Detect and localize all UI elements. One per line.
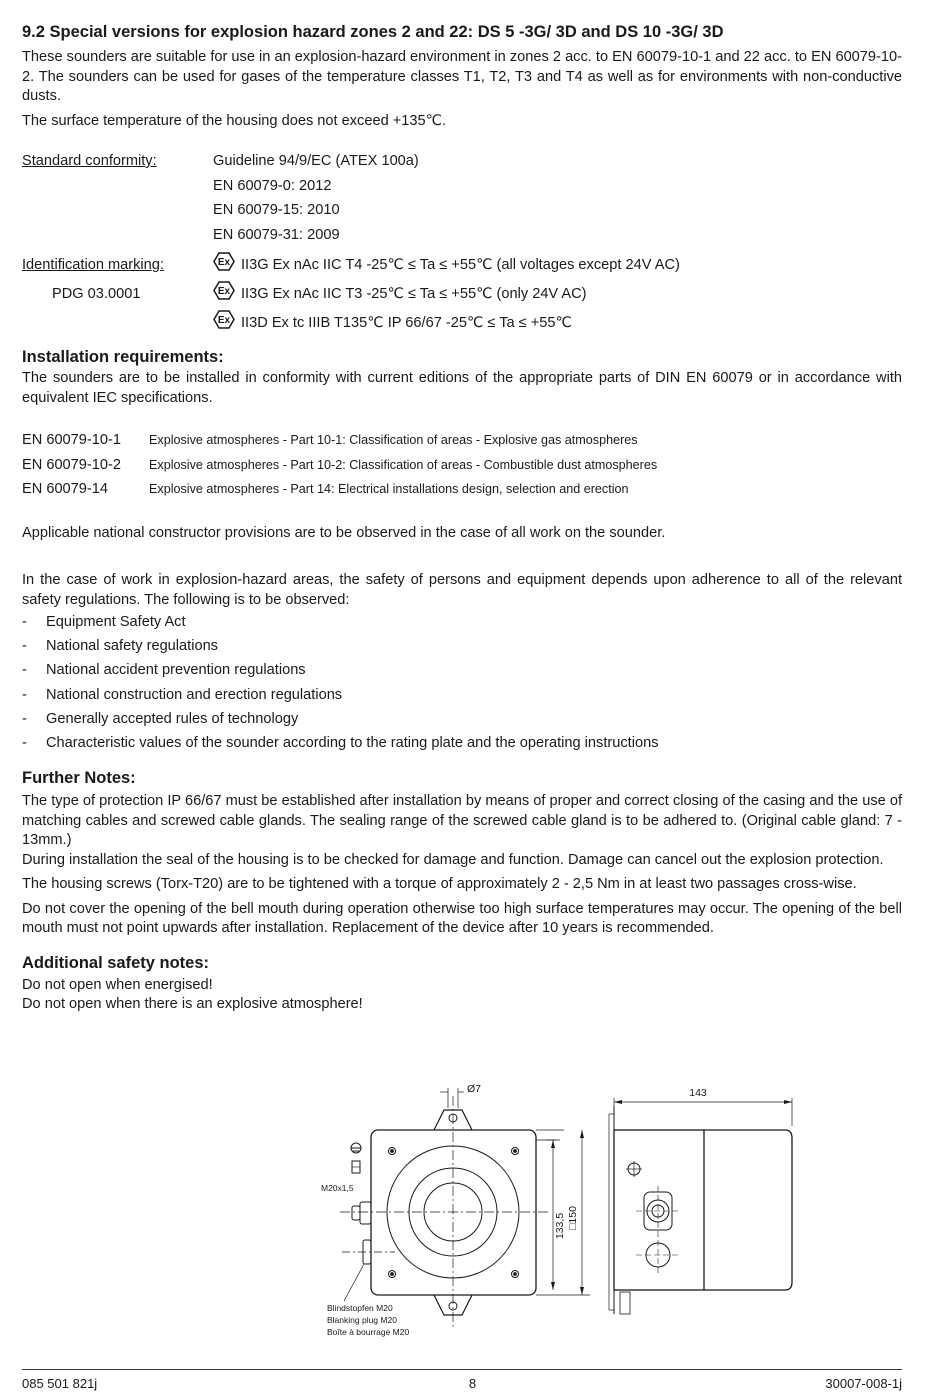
ex-hexagon-icon [213,310,235,329]
document-page [22,22,902,1015]
standard-code: EN 60079-10-2 [22,456,121,473]
footer-doc-number: 085 501 821j [22,1376,98,1391]
list-item: - Equipment Safety Act [22,614,186,630]
ex-hexagon-icon [213,281,235,300]
further-notes-p4: Do not cover the opening of the bell mouth during operation otherwise too high surface temperatures may occur. The opening of the bell mouth must not point upwards after installation. Replacement of the device after 10 years is recommended. [22,900,902,937]
further-notes-p3: The housing screws (Torx-T20) are to be tightened with a torque of approximately 2 - 2,5 Nm in at least two passages cross-wise. [22,876,857,893]
housing-front-outline [371,1130,536,1295]
marking-item: II3G Ex nAc IIC T4 -25℃ ≤ Ta ≤ +55℃ (all voltages except 24V AC) [241,257,680,273]
additional-line-1: Do not open when energised! [22,976,213,993]
marking-label: Identification marking: [22,257,164,273]
footer-ref-number: 30007-008-1j [825,1376,902,1391]
dim-inner-label: 133,5 [554,1212,566,1240]
list-item: - National safety regulations [22,638,218,655]
standard-desc: Explosive atmospheres - Part 10-2: Classification of areas - Combustible dust atmospheres [149,457,658,472]
dim-width-label: 143 [689,1087,707,1099]
marking-sublabel: PDG 03.0001 [52,286,141,302]
safety-intro-text: In the case of work in explosion-hazard areas, the safety of persons and equipment depends upon adherence to all of the relevant safety regulations. The following is to be observed: [22,572,902,608]
list-item: - National construction and erection regulations [22,686,343,703]
plug-label-fr: Boîte à bourrage M20 [327,1327,410,1337]
list-item: - Generally accepted rules of technology [22,710,299,727]
standard-row [22,453,902,478]
standard-code: EN 60079-14 [22,481,109,497]
standard-code: EN 60079-10-1 [22,432,121,448]
marking-block [22,251,902,338]
conformity-item: EN 60079-0: 2012 [213,177,332,194]
list-item: - Characteristic values of the sounder according to the rating plate and the operating instructions [22,735,659,752]
dim-hole-label: Ø7 [467,1083,482,1095]
ex-hexagon-icon [213,252,235,271]
surface-temp-paragraph: The surface temperature of the housing does not exceed +135℃. [22,112,447,129]
footer-divider [22,1369,902,1370]
standard-desc: Explosive atmospheres - Part 14: Electrical installations design, selection and erection [149,482,629,496]
marking-item: II3G Ex nAc IIC T3 -25℃ ≤ Ta ≤ +55℃ (only 24V AC) [241,286,587,302]
plug-label-en: Blanking plug M20 [327,1315,397,1325]
intro-paragraph: These sounders are suitable for use in an explosion-hazard environment in zones 2 acc. to EN 60079-10-1 and 22 acc. to EN 60079-10-2. The sounders can be used for gases of the temperature classes T1, T2, T3 and T4 as well as for environments with non-conductive dusts. [22,49,902,104]
standard-row [22,477,902,502]
standards-list [22,428,902,502]
standard-row [22,428,902,453]
marking-item: II3D Ex tc IIIB T135℃ IP 66/67 -25℃ ≤ Ta ≤ +55℃ [241,315,572,331]
conformity-item: EN 60079-31: 2009 [213,226,340,243]
conformity-block [22,149,902,247]
svg-text:Ex: Ex [217,257,231,269]
svg-text:Ex: Ex [217,315,231,327]
further-notes-p2: During installation the seal of the housing is to be checked for damage and function. Damage can cancel out the explosion protection. [22,851,884,868]
conformity-item: Guideline 94/9/EC (ATEX 100a) [213,153,419,169]
additional-line-2: Do not open when there is an explosive atmosphere! [22,996,363,1013]
dim-outer-label: □150 [567,1206,579,1230]
regulations-list [22,610,902,755]
installation-heading: Installation requirements: [22,348,224,366]
standard-desc: Explosive atmospheres - Part 10-1: Classification of areas - Explosive gas atmospheres [149,433,638,447]
further-notes-p1: The type of protection IP 66/67 must be established after installation by means of proper and correct closing of the casing and the use of matching cables and screwed cable glands. The sealing range of the screwed cable gland is to be adhered to. (Original cable gland: 7 - 13mm.) [22,793,902,849]
plug-label-de: Blindstopfen M20 [327,1303,393,1313]
additional-heading: Additional safety notes: [22,953,210,972]
further-notes-heading: Further Notes: [22,769,136,788]
svg-text:Ex: Ex [217,286,231,298]
conformity-label: Standard conformity: [22,153,157,169]
conformity-item: EN 60079-15: 2010 [213,202,340,218]
national-provisions-text: Applicable national constructor provisions are to be observed in the case of all work on the sounder. [22,524,666,541]
section-title: 9.2 Special versions for explosion hazard zones 2 and 22: DS 5 -3G/ 3D and DS 10 -3G/ 3D [22,23,724,41]
list-item: - National accident prevention regulations [22,662,306,679]
cable-gland-side [360,1202,371,1224]
footer-page-number: 8 [468,1376,477,1391]
installation-text: The sounders are to be installed in conformity with current editions of the appropriate parts of DIN EN 60079 or in accordance with equivalent IEC specifications. [22,370,902,406]
thread-label: M20x1,5 [321,1183,354,1193]
technical-drawing [300,1078,820,1348]
housing-side-outline [614,1130,704,1290]
bell-side-outline [704,1130,792,1290]
